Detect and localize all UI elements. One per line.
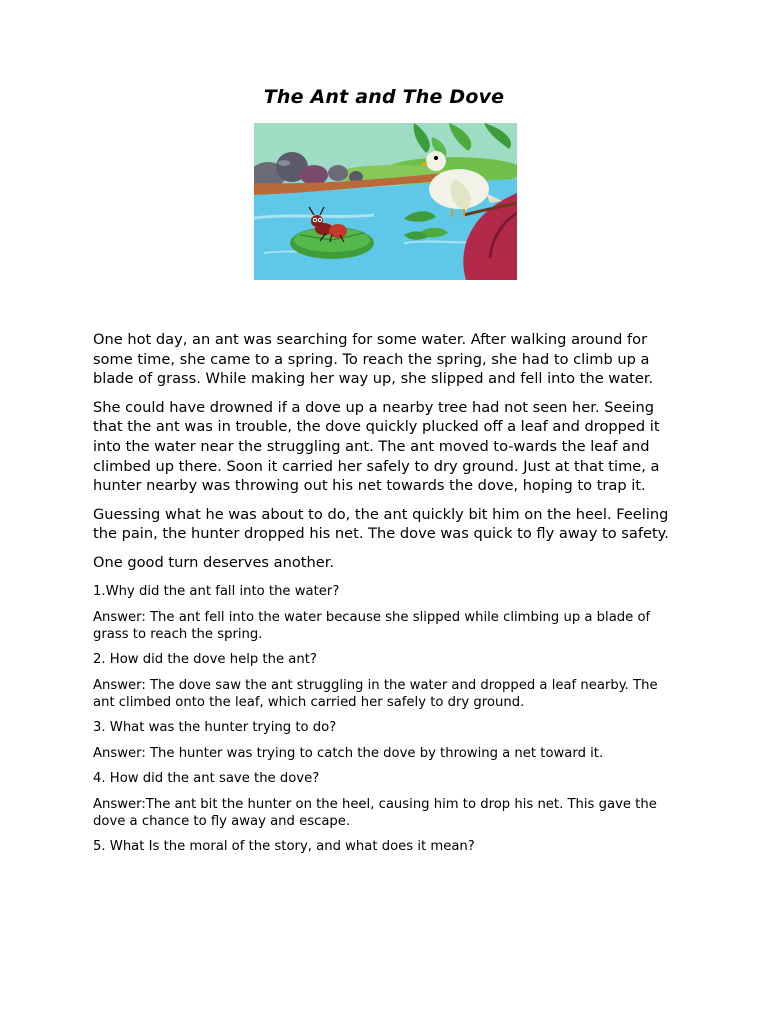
answer-1: Answer: The ant fell into the water because she slipped while climbing up a blade of grass to reach the spring.: [93, 609, 651, 642]
question-2: 2. How did the dove help the ant?: [93, 651, 317, 667]
question-1: 1.Why did the ant fall into the water?: [93, 583, 340, 599]
ant-on-leaf-and-dove-on-branch-illustration: [254, 123, 517, 280]
question-5: 5. What Is the moral of the story, and what does it mean?: [93, 838, 475, 854]
story-moral: One good turn deserves another.: [93, 553, 335, 571]
answer-3: Answer: The hunter was trying to catch the dove by throwing a net toward it.: [93, 745, 604, 761]
story-paragraph: Guessing what he was about to do, the ant quickly bit him on the heel. Feeling the pain, the hunter dropped his net. The dove was quick to fly away to safety.: [93, 505, 669, 543]
answer-2: Answer: The dove saw the ant struggling in the water and dropped a leaf nearby. The ant climbed onto the leaf, which carried her safely to dry ground.: [93, 677, 658, 710]
story-paragraph: One hot day, an ant was searching for some water. After walking around for some time, she came to a spring. To reach the spring, she had to climb up a blade of grass. While making her way up, she slipped and fell into the water.: [93, 331, 654, 388]
document-title: The Ant and The Dove: [263, 86, 505, 108]
question-4: 4. How did the ant save the dove?: [93, 770, 320, 786]
answer-4: Answer:The ant bit the hunter on the heel, causing him to drop his net. This gave the dove a chance to fly away and escape.: [93, 796, 657, 829]
story-and-questions: [93, 330, 683, 864]
story-paragraph: She could have drowned if a dove up a nearby tree had not seen her. Seeing that the ant was in trouble, the dove quickly plucked off a leaf and dropped it into the water near the struggling ant. The ant moved to-wards the leaf and climbed up there. Soon it carried her safely to dry ground. Just at that time, a hunter nearby was throwing out his net towards the dove, hoping to trap it.: [93, 398, 660, 495]
question-3: 3. What was the hunter trying to do?: [93, 719, 337, 735]
